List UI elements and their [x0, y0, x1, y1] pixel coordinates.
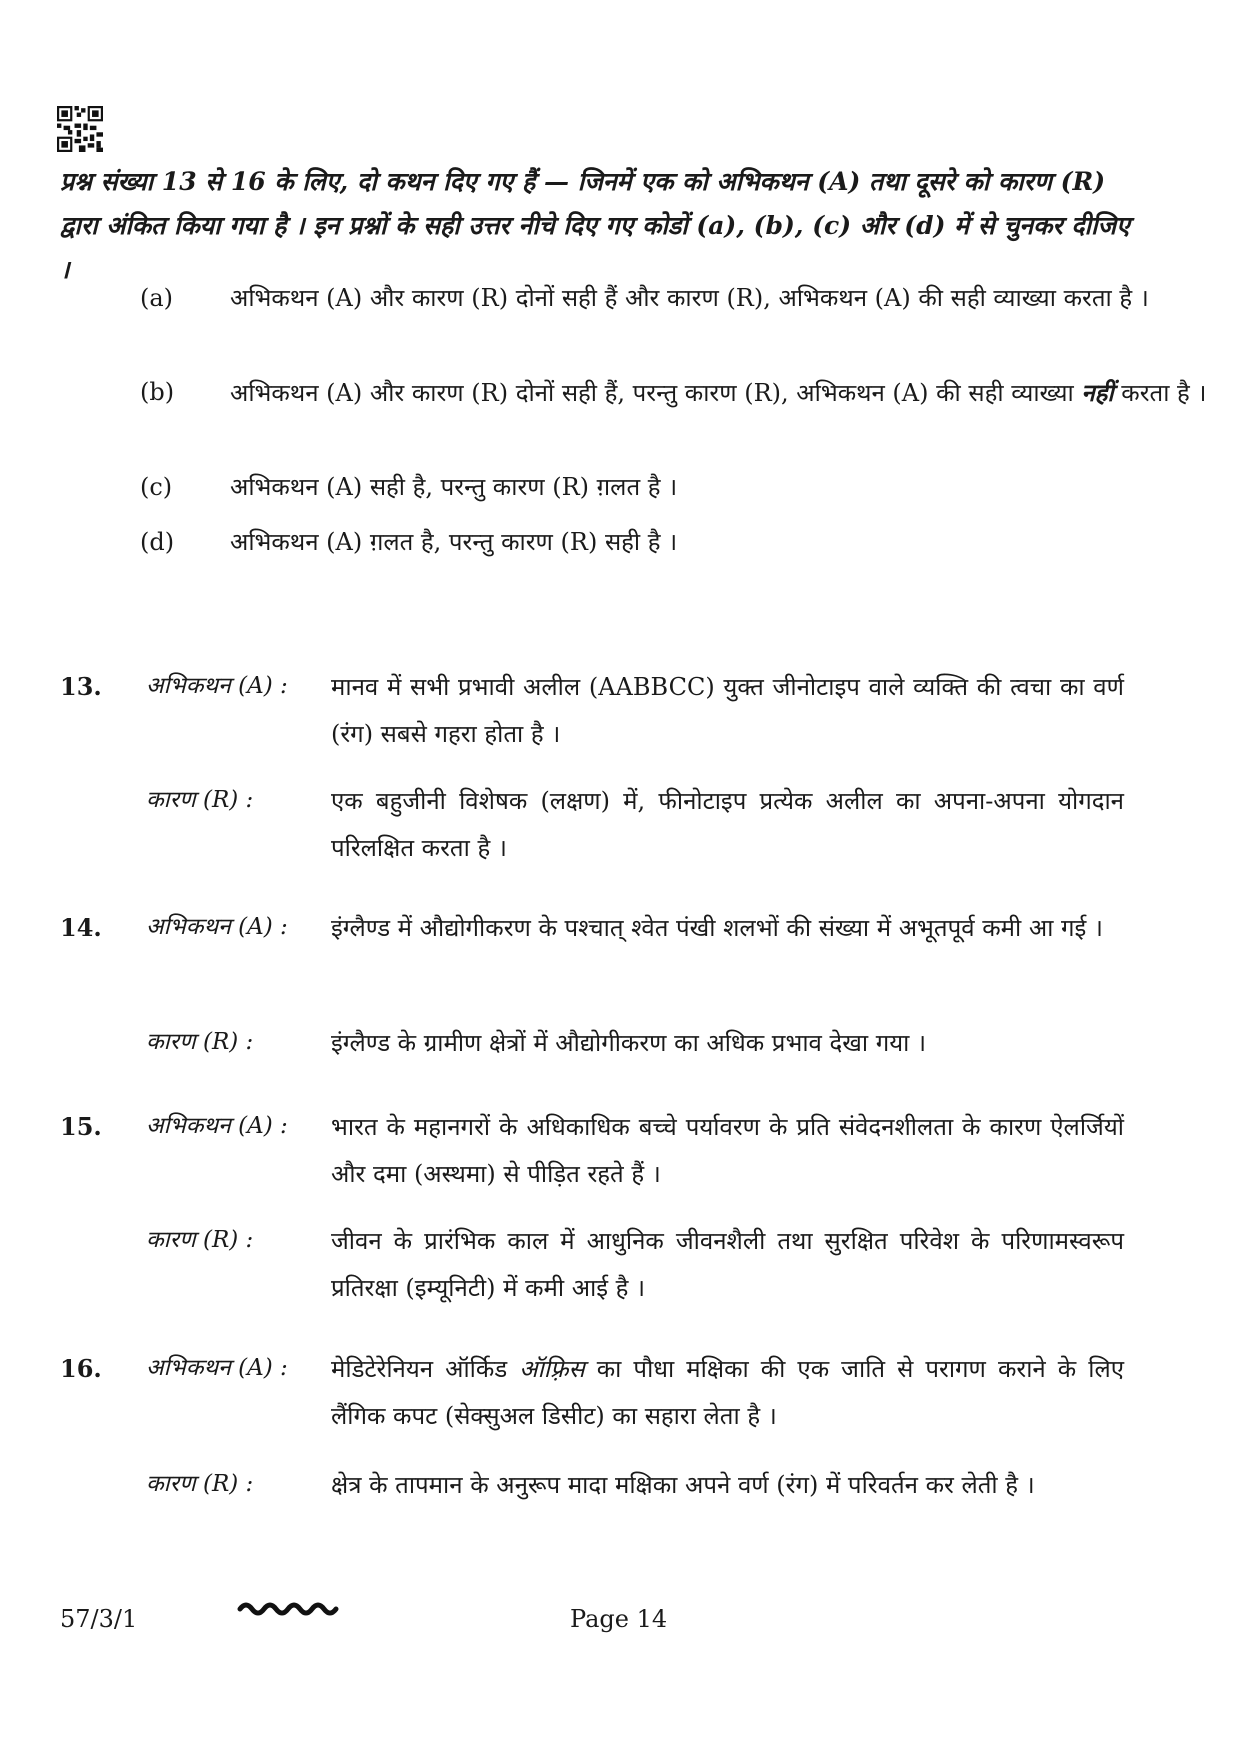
assertion-label: अभिकथन (A) :	[146, 914, 288, 940]
question-number: 13.	[60, 672, 102, 701]
option-label: (c)	[140, 473, 173, 501]
assertion-text: इंग्लैण्ड में औद्योगीकरण के पश्चात् श्वेत पंखी शलभों की संख्या में अभूतपूर्व कमी आ गई ।	[331, 914, 1104, 942]
reason-label: कारण (R) :	[146, 1471, 254, 1497]
assertion-text: मेडिटेरेनियन ऑर्किड ऑफ़्रिस का पौधा मक्षिका की एक जाति से परागण कराने के लिए लैंगिक कपट (सेक्सुअल डिसीट) का सहारा लेता है ।	[331, 1355, 1124, 1430]
question-number: 16.	[60, 1354, 102, 1383]
qr-code-icon	[57, 106, 103, 152]
option-text: अभिकथन (A) ग़लत है, परन्तु कारण (R) सही है ।	[230, 528, 678, 556]
assertion-label: अभिकथन (A) :	[146, 673, 288, 699]
reason-text: जीवन के प्रारंभिक काल में आधुनिक जीवनशैली तथा सुरक्षित परिवेश के परिणामस्वरूप प्रतिरक्षा (इम्यूनिटी) में कमी आई है ।	[331, 1227, 1124, 1302]
reason-text: इंग्लैण्ड के ग्रामीण क्षेत्रों में औद्योगीकरण का अधिक प्रभाव देखा गया ।	[331, 1029, 927, 1057]
reason-text: क्षेत्र के तापमान के अनुरूप मादा मक्षिका अपने वर्ण (रंग) में परिवर्तन कर लेती है ।	[331, 1471, 1035, 1499]
option-text: अभिकथन (A) और कारण (R) दोनों सही हैं और कारण (R), अभिकथन (A) की सही व्याख्या करता है ।	[230, 284, 1149, 312]
assertion-text: मानव में सभी प्रभावी अलील (AABBCC) युक्त जीनोटाइप वाले व्यक्ति की त्वचा का वर्ण (रंग) सबसे गहरा होता है ।	[331, 673, 1124, 748]
emphasis-not: नहीं	[1081, 378, 1114, 407]
paper-code: 57/3/1	[60, 1605, 138, 1633]
option-label: (a)	[140, 284, 174, 312]
option-label: (d)	[140, 528, 175, 556]
question-number: 15.	[60, 1112, 102, 1141]
page-number: Page 14	[570, 1605, 668, 1633]
reason-text: एक बहुजीनी विशेषक (लक्षण) में, फीनोटाइप प्रत्येक अलील का अपना-अपना योगदान परिलक्षित करता है ।	[331, 787, 1124, 862]
assertion-label: अभिकथन (A) :	[146, 1113, 288, 1139]
reason-label: कारण (R) :	[146, 1227, 254, 1253]
option-text: अभिकथन (A) और कारण (R) दोनों सही हैं, परन्तु कारण (R), अभिकथन (A) की सही व्याख्या नहीं करता है ।	[230, 378, 1207, 407]
option-label: (b)	[140, 378, 175, 406]
instruction-paragraph: प्रश्न संख्या 13 से 16 के लिए, दो कथन दिए गए हैं — जिनमें एक को अभिकथन (A) तथा दूसरे को कारण (R) द्वारा अंकित किया गया है । इन प्रश्नों के सही उत्तर नीचे दिए गए कोडों (a), (b), (c) और (d) में से चुनकर दीजिए ।	[60, 167, 1130, 284]
emphasis-genus: ऑफ़्रिस	[519, 1355, 585, 1383]
reason-label: कारण (R) :	[146, 1029, 254, 1055]
assertion-text: भारत के महानगरों के अधिकाधिक बच्चे पर्यावरण के प्रति संवेदनशीलता के कारण ऐलर्जियों और दमा (अस्थमा) से पीड़ित रहते हैं ।	[331, 1113, 1124, 1188]
option-text: अभिकथन (A) सही है, परन्तु कारण (R) ग़लत है ।	[230, 473, 678, 501]
assertion-label: अभिकथन (A) :	[146, 1355, 288, 1381]
reason-label: कारण (R) :	[146, 787, 254, 813]
wave-divider-icon	[236, 1593, 346, 1623]
question-number: 14.	[60, 913, 102, 942]
